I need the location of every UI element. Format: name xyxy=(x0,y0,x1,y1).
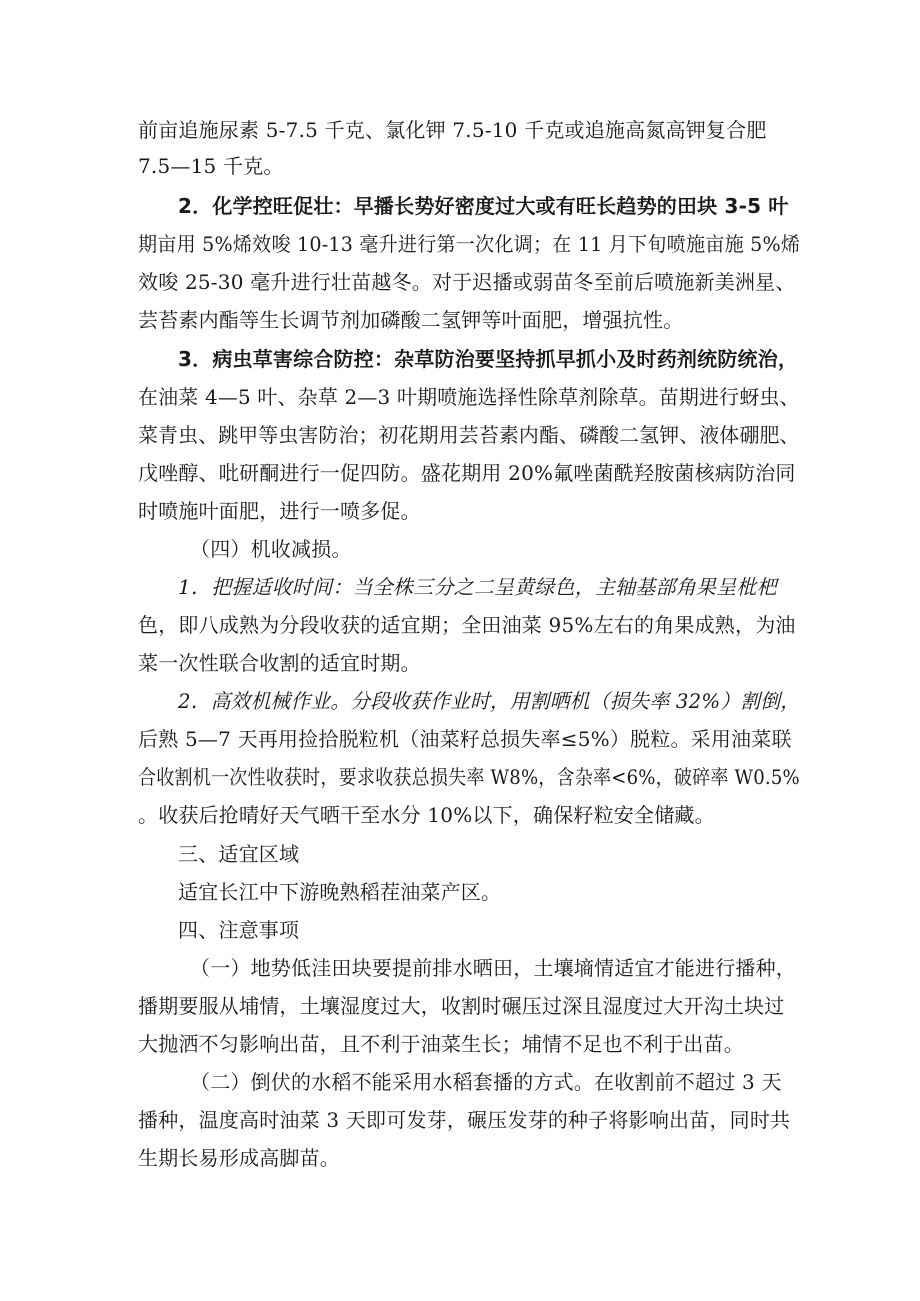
text-line: 前亩追施尿素 5-7.5 千克、氯化钾 7.5-10 千克或追施高氮高钾复合肥 xyxy=(138,118,767,142)
text-line: 播期要服从埔情，土壤湿度过大，收割时碾压过深且湿度过大开沟土块过 xyxy=(138,994,785,1018)
text-line: 效唆 25-30 毫升进行壮苗越冬。对于迟播或弱苗冬至前后喷施新美洲星、 xyxy=(138,270,796,294)
text-line: 菜一次性联合收割的适宜时期。 xyxy=(138,651,421,675)
text-line: 色，即八成熟为分段收获的适宜期；全田油菜 95%左右的角果成熟，为油 xyxy=(138,613,796,637)
text-line: 合收割机一次性收获时，要求收获总损失率 W8%，含杂率<6%，破碎率 W0.5% xyxy=(138,765,800,789)
text-line: （二）倒伏的水稻不能采用水稻套播的方式。在收割前不超过 3 天 xyxy=(190,1070,782,1094)
text-line: 大抛洒不匀影响出苗，且不利于油菜生长；埔情不足也不利于出苗。 xyxy=(138,1032,744,1056)
text-line: 播种，温度高时油菜 3 天即可发芽，碾压发芽的种子将影响出苗，同时共 xyxy=(138,1108,791,1132)
text-line: 7.5—15 千克。 xyxy=(138,154,284,178)
list-item-heading: 3．病虫草害综合防控：杂草防治要坚持抓早抓小及时药剂统防统治， xyxy=(178,347,799,371)
section-heading: 四、注意事项 xyxy=(178,918,300,942)
text-line: 生期长易形成高脚苗。 xyxy=(138,1146,340,1170)
list-item-heading: 1．把握适收时间：当全株三分之二呈黄绿色，主轴基部角果呈枇杷 xyxy=(178,575,777,599)
text-line: 适宜长江中下游晚熟稻茬油菜产区。 xyxy=(178,880,502,904)
text-line: 。收获后抢晴好天气晒干至水分 10%以下，确保籽粒安全储藏。 xyxy=(138,803,715,827)
text-line: 在油菜 4—5 叶、杂草 2—3 叶期喷施选择性除草剂除草。苗期进行蚜虫、 xyxy=(138,385,800,409)
section-heading: 三、适宜区域 xyxy=(178,842,300,866)
section-subheading: （四）机收减损。 xyxy=(190,537,352,561)
text-line: 戊唑醇、吡研酮进行一促四防。盛花期用 20%氟唑菌酰羟胺菌核病防治同 xyxy=(138,461,796,485)
text-line: 菜青虫、跳甲等虫害防治；初花期用芸苔素内酯、磷酸二氢钾、液体硼肥、 xyxy=(138,423,800,447)
list-item-heading: 2．化学控旺促壮：早播长势好密度过大或有旺长趋势的田块 3-5 叶 xyxy=(178,194,789,218)
text-line: 后熟 5—7 天再用捡拾脱粒机（油菜籽总损失率≤5%）脱粒。采用油菜联 xyxy=(138,727,792,751)
text-line: 时喷施叶面肥，进行一喷多促。 xyxy=(138,499,421,523)
text-line: 芸苔素内酯等生长调节剂加磷酸二氢钾等叶面肥，增强抗性。 xyxy=(138,308,684,332)
list-item-heading: 2．高效机械作业。分段收获作业时，用割晒机（损失率 32%）割倒， xyxy=(178,689,801,713)
text-line: 期亩用 5%烯效唆 10-13 毫升进行第一次化调；在 11 月下旬喷施亩施 5%烯 xyxy=(138,232,801,256)
text-line: （一）地势低洼田块要提前排水晒田，土壤墒情适宜才能进行播种， xyxy=(190,956,796,980)
